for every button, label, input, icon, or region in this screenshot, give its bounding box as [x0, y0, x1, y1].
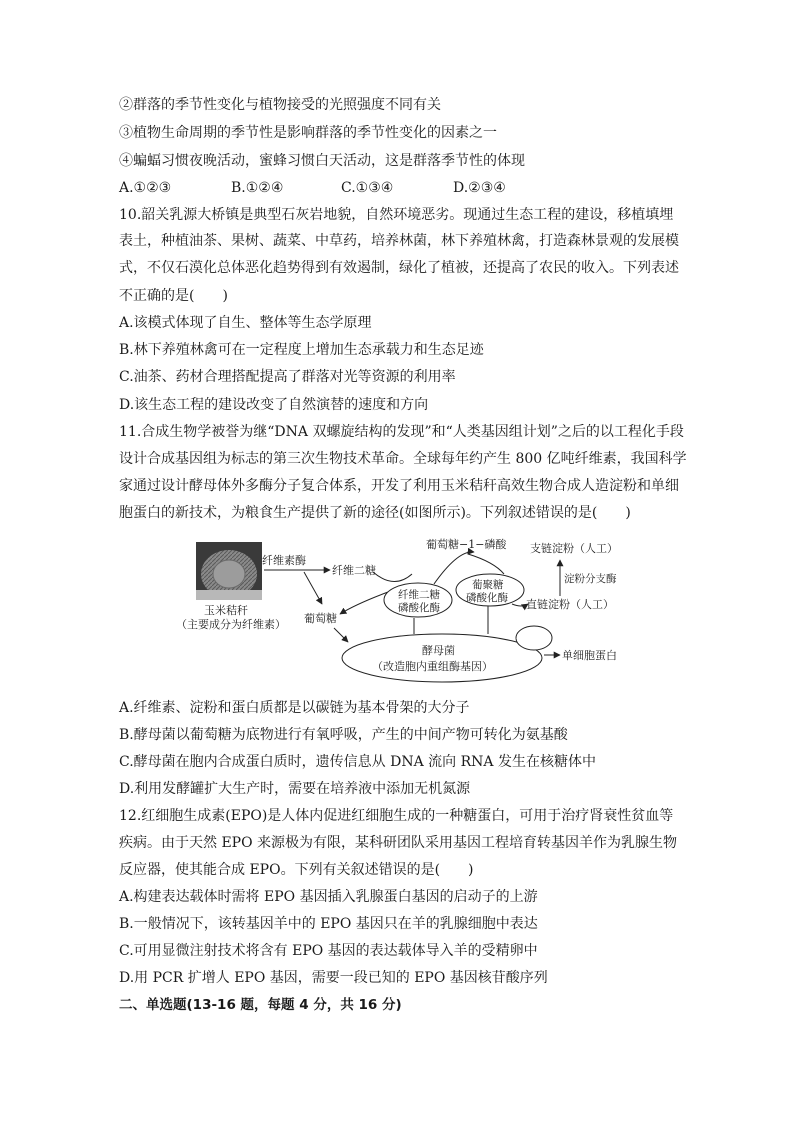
q9-option-a[interactable]: A.①②③ — [119, 180, 172, 196]
amylose-label: 直链淀粉（人工） — [526, 598, 614, 611]
q9-option-b[interactable]: B.①②④ — [231, 180, 284, 196]
yeast-cell — [342, 634, 542, 682]
q10-option-a[interactable]: A.该模式体现了自生、整体等生态学原理 — [119, 315, 372, 331]
q10-stem-line-4: 不正确的是( ) — [119, 288, 228, 304]
cellobiose-enzyme-link — [373, 572, 412, 582]
arrow-from-enzyme-to-glucose — [340, 592, 388, 614]
q12-option-d[interactable]: D.用 PCR 扩增人 EPO 基因，需要一段已知的 EPO 基因核苷酸序列 — [119, 970, 548, 986]
q10-option-b[interactable]: B.林下养殖林禽可在一定程度上增加生态承载力和生态足迹 — [119, 342, 484, 358]
q12-stem-line-2: 疾病。由于天然 EPO 来源极为有限，某科研团队采用基因工程培育转基因羊作为乳腺生物 — [119, 835, 678, 851]
cbp-enzyme-line-1: 纤维二糖 — [398, 589, 440, 601]
yeast-label: 酵母菌 — [422, 644, 455, 657]
q12-option-a[interactable]: A.构建表达载体时需将 EPO 基因插入乳腺蛋白基因的启动子的上游 — [119, 889, 538, 905]
q10-option-c[interactable]: C.油茶、药材合理搭配提高了群落对光等资源的利用率 — [119, 369, 456, 385]
q10-stem-line-3: 式，不仅石漠化总体恶化趋势得到有效遏制，绿化了植被，还提高了农民的收入。下列表述 — [119, 260, 679, 276]
cellulase-label: 纤维素酶 — [262, 554, 306, 567]
q11-stem-line-4: 胞蛋白的新技术，为粮食生产提供了新的途径(如图所示)。下列叙述错误的是( ) — [119, 505, 631, 521]
corn-straw-photo — [196, 542, 262, 600]
q12-option-b[interactable]: B.一般情况下，该转基因羊中的 EPO 基因只在羊的乳腺细胞中表达 — [119, 916, 538, 932]
q11-stem-line-2: 设计合成基因组为标志的第三次生物技术革命。全球每年约产生 800 亿吨纤维素，我国科学 — [119, 451, 687, 467]
q12-stem-line-3: 反应器，使其能合成 EPO。下列有关叙述错误的是( ) — [119, 862, 474, 878]
q12-stem-line-1: 12.红细胞生成素(EPO)是人体内促进红细胞生成的一种糖蛋白，可用于治疗肾衰性贫血等 — [119, 808, 674, 824]
q10-stem-line-1: 10.韶关乳源大桥镇是典型石灰岩地貌，自然环境恶劣。现通过生态工程的建设，移植填埋 — [119, 207, 674, 223]
q12-option-c[interactable]: C.可用显微注射技术将含有 EPO 基因的表达载体导入羊的受精卵中 — [119, 943, 538, 959]
q9-statement-2: ②群落的季节性变化与植物接受的光照强度不同有关 — [119, 97, 441, 113]
gp-enzyme-line-1: 葡聚糖 — [472, 579, 504, 591]
section-2-heading: 二、单选题(13-16 题，每题 4 分，共 16 分) — [119, 997, 402, 1013]
straw-label: 玉米秸秆 — [204, 604, 248, 617]
q9-option-d[interactable]: D.②③④ — [453, 180, 506, 196]
q11-option-b[interactable]: B.酵母菌以葡萄糖为底物进行有氧呼吸，产生的中间产物可转化为氨基酸 — [119, 727, 568, 743]
q11-option-d[interactable]: D.利用发酵罐扩大生产时，需要在培养液中添加无机氮源 — [119, 781, 471, 797]
q11-stem-line-1: 11.合成生物学被誉为继“DNA 双螺旋结构的发现”和“人类基因组计划”之后的以工程化手段 — [119, 424, 684, 440]
q11-option-a[interactable]: A.纤维素、淀粉和蛋白质都是以碳链为基本骨架的大分子 — [119, 700, 470, 716]
q10-option-d[interactable]: D.该生态工程的建设改变了自然演替的速度和方向 — [119, 397, 429, 413]
glucose-label: 葡萄糖 — [304, 612, 337, 625]
gp-enzyme-line-2: 磷酸化酶 — [466, 592, 508, 604]
yeast-note: （改造胞内重组酶基因） — [372, 660, 493, 673]
q10-stem-line-2: 表土，种植油茶、果树、蔬菜、中草药，培养林菌，林下养殖林禽，打造森林景观的发展模 — [119, 233, 679, 249]
branching-enzyme-label: 淀粉分支酶 — [564, 573, 617, 585]
q11-stem-line-3: 家通过设计酵母体外多酶分子复合体系，开发了利用玉米秸秆高效生物合成人造淀粉和单细 — [119, 478, 679, 494]
amylopectin-label: 支链淀粉（人工） — [530, 542, 618, 555]
g1p-to-enzyme-link — [468, 554, 504, 574]
arrow-to-glucose-upper — [304, 572, 322, 604]
cbp-enzyme-line-2: 磷酸化酶 — [398, 602, 440, 614]
q11-pathway-diagram — [168, 534, 648, 686]
cellobiose-label: 纤维二糖 — [332, 564, 376, 577]
q9-option-c[interactable]: C.①③④ — [341, 180, 394, 196]
yeast-bud — [516, 626, 552, 650]
q9-statement-3: ③植物生命周期的季节性是影响群落的季节性变化的因素之一 — [119, 125, 497, 141]
q11-option-c[interactable]: C.酵母菌在胞内合成蛋白质时，遗传信息从 DNA 流向 RNA 发生在核糖体中 — [119, 754, 596, 770]
arrow-glucose-to-yeast — [334, 628, 348, 642]
scp-label: 单细胞蛋白 — [562, 649, 617, 662]
g1p-label: 葡萄糖−1−磷酸 — [426, 538, 507, 551]
straw-note: （主要成分为纤维素） — [176, 618, 286, 631]
q9-statement-4: ④蝙蝠习惯夜晚活动，蜜蜂习惯白天活动，这是群落季节性的体现 — [119, 153, 525, 169]
